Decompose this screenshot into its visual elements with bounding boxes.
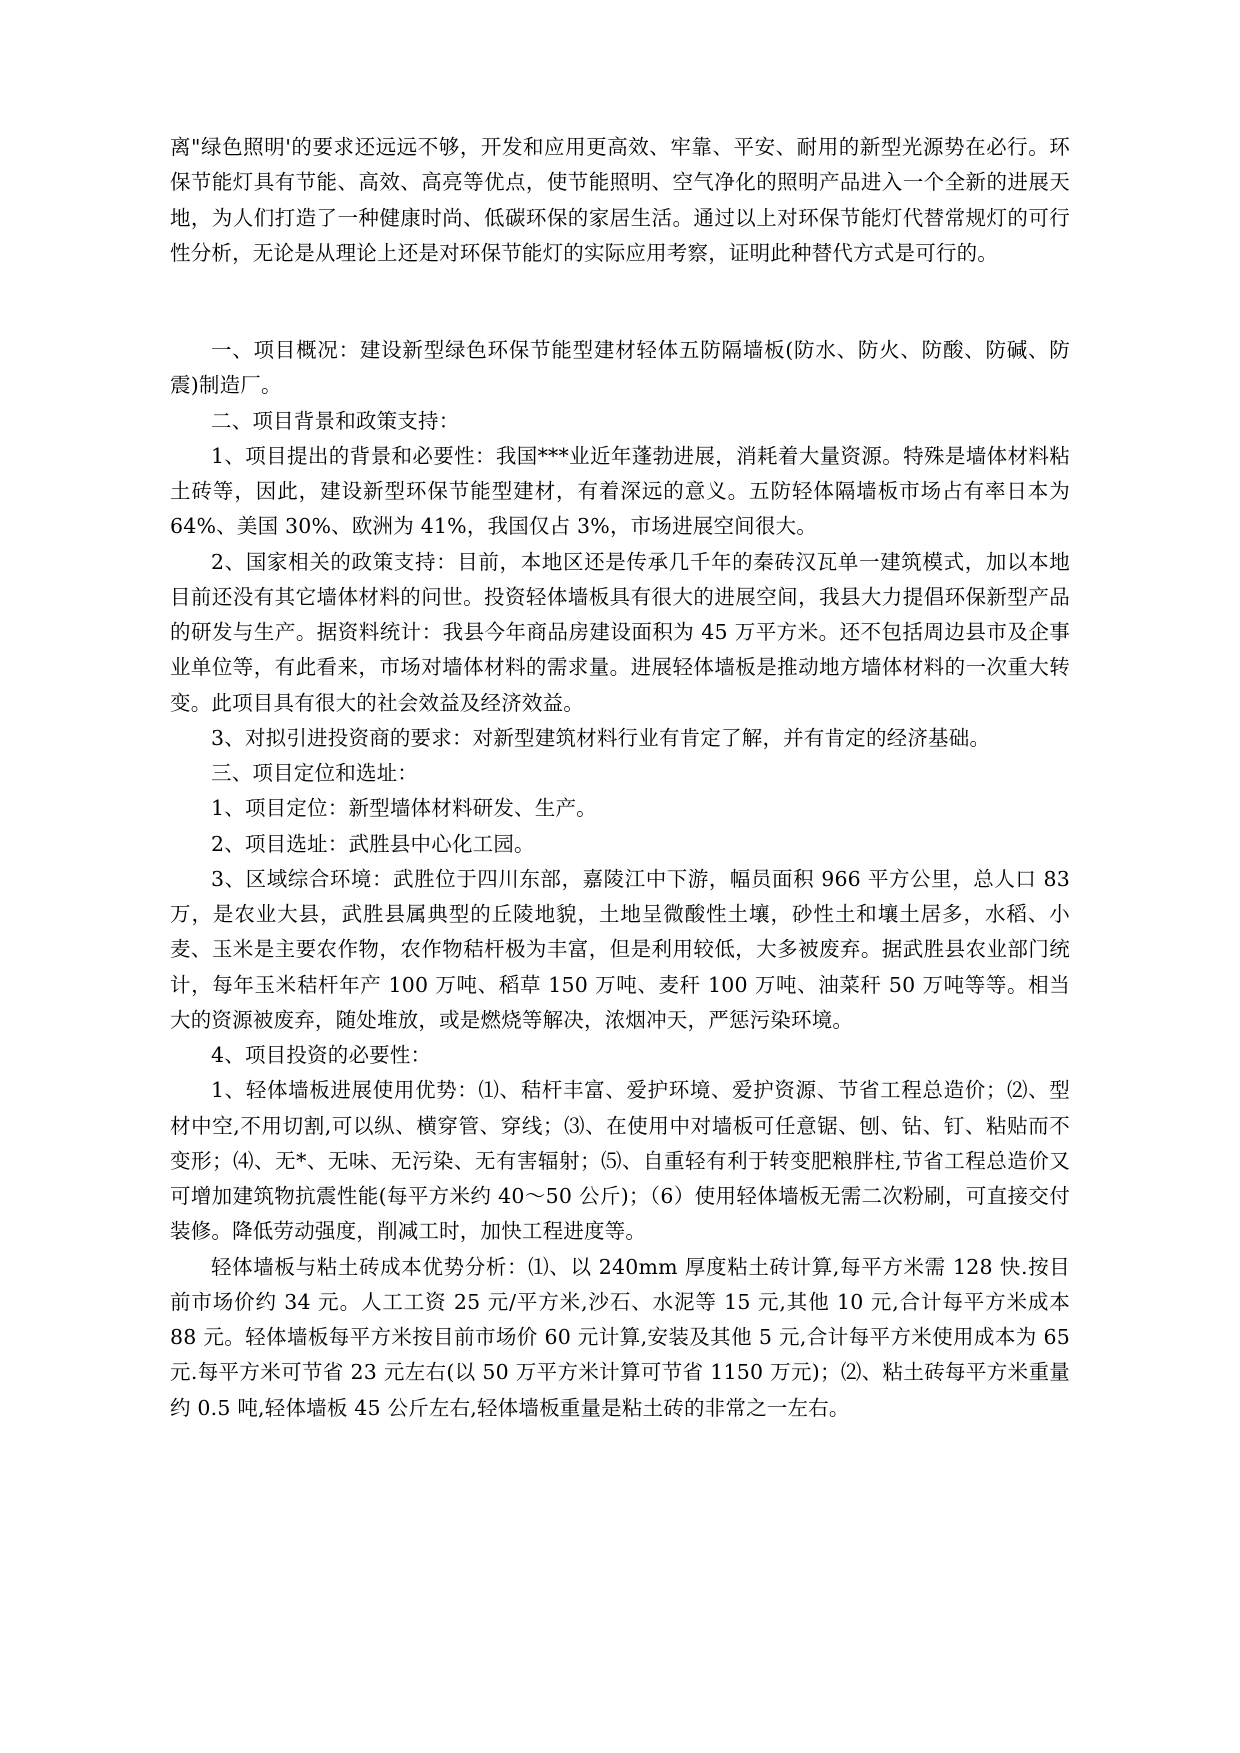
paragraph-policy-support: 2、国家相关的政策支持：目前，本地区还是传承几千年的秦砖汉瓦单一建筑模式，加以本地目前还没有其它墙体材料的问世。投资轻体墙板具有很大的进展空间，我县大力提倡环保新型产品的研发与生产。据资料统计：我县今年商品房建设面积为 45 万平方米。还不包括周边县市及企事业单位等，有此看来，市场对墙体材料的需求量。进展轻体墙板是推动地方墙体材料的一次重大转变。此项目具有很大的社会效益及经济效益。 xyxy=(170,549,1070,715)
paragraph-advantages-list: 1、轻体墙板进展使用优势：⑴、秸杆丰富、爱护环境、爱护资源、节省工程总造价；⑵、型材中空,不用切割,可以纵、横穿管、穿线；⑶、在使用中对墙板可任意锯、刨、钻、钉、粘贴而不变形；⑷、无*、无味、无污染、无有害辐射；⑸、自重轻有利于转变肥粮胖柱,节省工程总造价又可增加建筑物抗震性能(每平方米约 40～50 公斤)；（6）使用轻体墙板无需二次粉刷，可直接交付装修。降低劳动强度，削减工时，加快工程进度等。 xyxy=(170,1078,1070,1244)
paragraph-spacer xyxy=(170,271,1070,333)
paragraph-background-necessity: 1、项目提出的背景和必要性：我国***业近年蓬勃进展，消耗着大量资源。特殊是墙体材料粘土砖等，因此，建设新型环保节能型建材，有着深远的意义。五防轻体隔墙板市场占有率日本为 64%、美国 30%、欧洲为 41%，我国仅占 3%，市场进展空间很大。 xyxy=(170,443,1070,539)
paragraph-background-heading: 二、项目背景和政策支持： xyxy=(211,408,460,433)
paragraph-investor-requirements: 3、对拟引进投资商的要求：对新型建筑材料行业有肯定了解，并有肯定的经济基础。 xyxy=(211,725,991,750)
paragraph-project-site: 2、项目选址：武胜县中心化工园。 xyxy=(211,831,535,856)
paragraph-investment-necessity-heading: 4、项目投资的必要性： xyxy=(211,1043,432,1067)
paragraph-project-overview: 一、项目概况：建设新型绿色环保节能型建材轻体五防隔墙板(防水、防火、防酸、防碱、防震)制造厂。 xyxy=(170,338,1070,398)
paragraph-project-positioning: 1、项目定位：新型墙体材料研发、生产。 xyxy=(211,796,597,821)
intro-paragraph: 离"绿色照明'的要求还远远不够，开发和应用更高效、牢靠、平安、耐用的新型光源势在必行。环保节能灯具有节能、高效、高亮等优点，使节能照明、空气净化的照明产品进入一个全新的进展天地，为人们打造了一种健康时尚、低碳环保的家居生活。通过以上对环保节能灯代替常规灯的可行性分析，无论是从理论上还是对环保节能灯的实际应用考察，证明此种替代方式是可行的。 xyxy=(170,135,1070,265)
paragraph-regional-environment: 3、区域综合环境：武胜位于四川东部，嘉陵江中下游，幅员面积 966 平方公里，总人口 83 万，是农业大县，武胜县属典型的丘陵地貌，土地呈微酸性土壤，砂性土和壤土居多，水稻、小麦、玉米是主要农作物，农作物秸杆极为丰富，但是利用较低，大多被废弃。据武胜县农业部门统计，每年玉米秸杆年产 100 万吨、稻草 150 万吨、麦秆 100 万吨、油菜秆 50 万吨等等。相当大的资源被废弃，随处堆放，或是燃烧等解决，浓烟冲天，严惩污染环境。 xyxy=(170,866,1070,1032)
paragraph-cost-analysis: 轻体墙板与粘土砖成本优势分析：⑴、以 240mm 厚度粘土砖计算,每平方米需 128 快.按目前市场价约 34 元。人工工资 25 元/平方米,沙石、水泥等 15 元,其他 10 元,合计每平方米成本 88 元。轻体墙板每平方米按目前市场价 60 元计算,安装及其他 5 元,合计每平方米使用成本为 65 元.每平方米可节省 23 元左右(以 50 万平方米计算可节省 1150 万元)；⑵、粘土砖每平方米重量约 0.5 吨,轻体墙板 45 公斤左右,轻体墙板重量是粘土砖的非常之一左右。 xyxy=(170,1254,1070,1420)
paragraph-positioning-heading: 三、项目定位和选址： xyxy=(211,761,418,785)
document-body xyxy=(170,130,1070,1426)
section-paragraphs xyxy=(170,333,1070,1426)
